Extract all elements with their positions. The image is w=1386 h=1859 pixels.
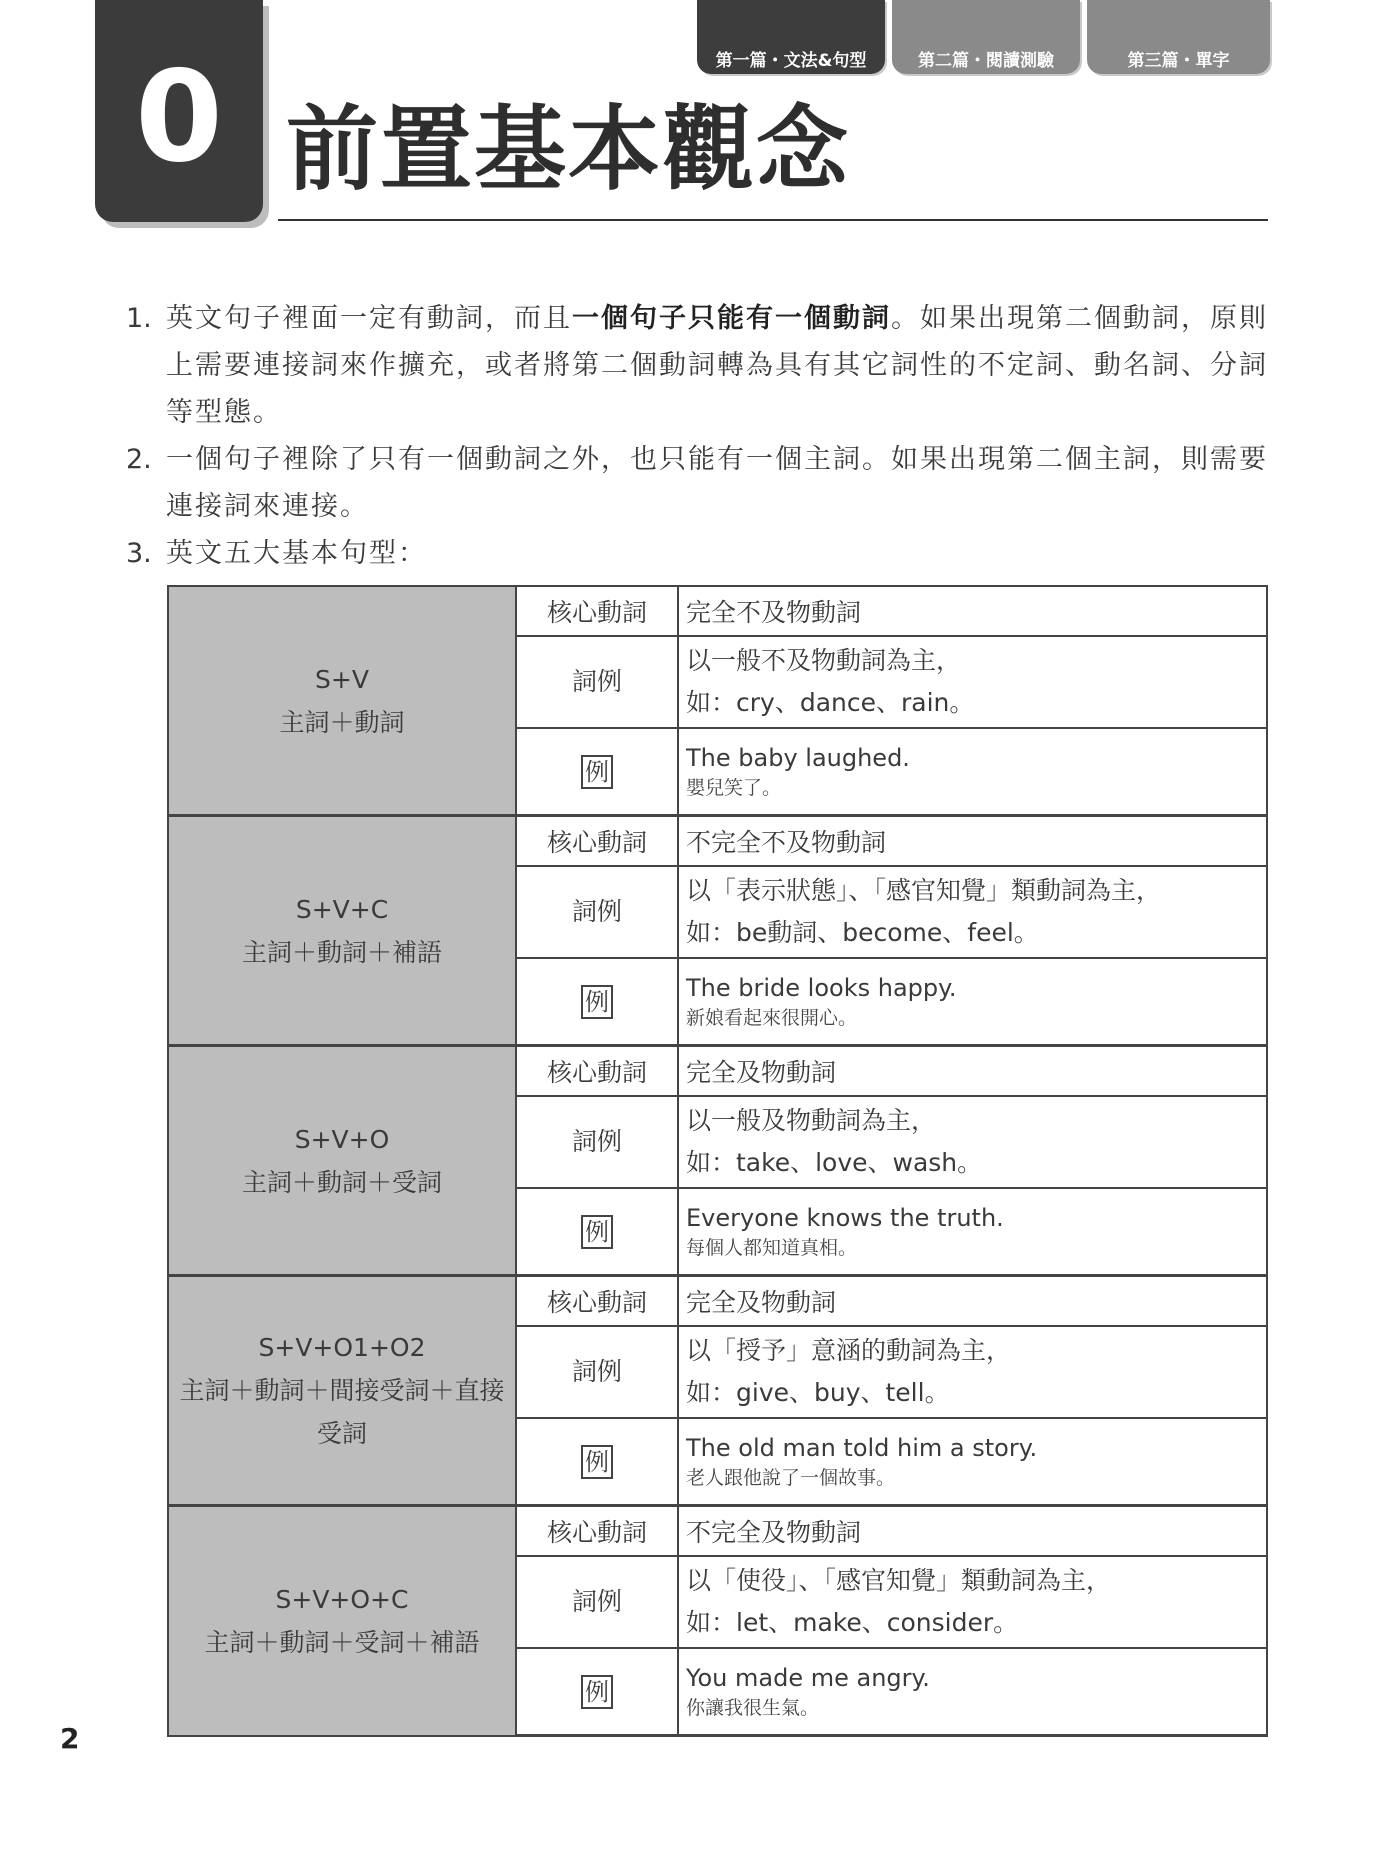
word-example-label: 詞例 — [516, 636, 678, 728]
word-example-label: 詞例 — [516, 866, 678, 958]
sample-label-cell — [516, 1188, 678, 1276]
sample-label-cell — [516, 1648, 678, 1736]
word-example-line: 以一般不及物動詞為主， — [686, 646, 962, 675]
page-title: 前置基本觀念 — [286, 96, 851, 203]
word-example-value — [678, 1096, 1267, 1188]
word-example-line: 以「使役」、「感官知覺」類動詞為主， — [686, 1566, 1112, 1595]
table-row — [168, 816, 1267, 867]
core-verb-label: 核心動詞 — [516, 816, 678, 867]
table-row — [168, 1046, 1267, 1097]
sample-sentence-zh: 你讓我很生氣。 — [686, 1696, 820, 1719]
sample-sentence-zh: 新娘看起來很開心。 — [686, 1006, 858, 1029]
list-number: 3. — [126, 538, 152, 569]
pattern-formula-zh: 主詞＋動詞＋受詞 — [241, 1167, 442, 1197]
word-example-line: 如：let、make、consider。 — [686, 1608, 1019, 1637]
list-item — [126, 436, 1274, 530]
word-example-line: 如：take、love、wash。 — [686, 1148, 983, 1177]
sample-label: 例 — [581, 985, 613, 1019]
table-row — [168, 1276, 1267, 1327]
pattern-cell — [168, 1506, 516, 1736]
concept-list — [126, 295, 1274, 577]
list-text: 英文五大基本句型： — [166, 538, 427, 569]
word-example-line: 如：be動詞、become、feel。 — [686, 918, 1039, 947]
core-verb-value: 不完全不及物動詞 — [678, 816, 1267, 867]
word-example-value — [678, 866, 1267, 958]
sample-sentence — [678, 1188, 1267, 1276]
pattern-formula: S+V+O+C — [275, 1584, 409, 1614]
sample-sentence — [678, 728, 1267, 816]
tab-grammar[interactable]: 第一篇・文法&句型 — [697, 0, 885, 74]
core-verb-label: 核心動詞 — [516, 586, 678, 636]
emphasis-text: 一個句子只能有一個動詞 — [572, 303, 891, 334]
pattern-formula: S+V — [315, 664, 369, 694]
core-verb-value: 不完全及物動詞 — [678, 1506, 1267, 1557]
sample-label: 例 — [581, 1445, 613, 1479]
sample-sentence — [678, 1418, 1267, 1506]
word-example-line: 如：cry、dance、rain。 — [686, 688, 975, 717]
list-number: 1. — [126, 303, 152, 334]
core-verb-value: 完全及物動詞 — [678, 1276, 1267, 1327]
sample-sentence-en: Everyone knows the truth. — [686, 1203, 1004, 1232]
word-example-value — [678, 636, 1267, 728]
core-verb-label: 核心動詞 — [516, 1506, 678, 1557]
word-example-line: 以「表示狀態」、「感官知覺」類動詞為主， — [686, 876, 1162, 905]
core-verb-label: 核心動詞 — [516, 1046, 678, 1097]
sample-label-cell — [516, 728, 678, 816]
sample-sentence — [678, 1648, 1267, 1736]
pattern-cell — [168, 586, 516, 816]
chapter-number: 0 — [135, 43, 223, 190]
word-example-line: 如：give、buy、tell。 — [686, 1378, 950, 1407]
pattern-formula: S+V+O1+O2 — [258, 1333, 426, 1362]
section-tabs — [697, 0, 1270, 74]
sample-label: 例 — [581, 1215, 613, 1249]
chapter-number-badge — [95, 0, 263, 222]
sample-label: 例 — [581, 1675, 613, 1709]
sample-sentence — [678, 958, 1267, 1046]
word-example-line: 以「授予」意涵的動詞為主， — [686, 1336, 1012, 1365]
list-number: 2. — [126, 444, 152, 475]
list-text: 一個句子裡除了只有一個動詞之外，也只能有一個主詞。如果出現第二個主詞，則需要連接詞來連接。 — [166, 444, 1268, 522]
sample-label-cell — [516, 1418, 678, 1506]
word-example-label: 詞例 — [516, 1326, 678, 1418]
tab-vocabulary[interactable]: 第三篇・單字 — [1087, 0, 1270, 74]
pattern-formula: S+V+O — [294, 1124, 390, 1154]
pattern-formula-zh: 主詞＋動詞＋補語 — [241, 937, 442, 967]
core-verb-value: 完全及物動詞 — [678, 1046, 1267, 1097]
table-row — [168, 1506, 1267, 1557]
sample-sentence-en: The bride looks happy. — [686, 973, 957, 1002]
pattern-cell — [168, 1276, 516, 1506]
list-item — [126, 295, 1274, 436]
sample-label-cell — [516, 958, 678, 1046]
pattern-formula-zh: 主詞＋動詞＋間接受詞＋直接受詞 — [179, 1376, 505, 1448]
pattern-cell — [168, 1046, 516, 1276]
list-item — [126, 530, 1274, 577]
pattern-cell — [168, 816, 516, 1046]
word-example-label: 詞例 — [516, 1096, 678, 1188]
pattern-formula-zh: 主詞＋動詞 — [279, 707, 405, 737]
list-text: 英文句子裡面一定有動詞，而且一個句子只能有一個動詞。如果出現第二個動詞，原則上需要連接詞來作擴充，或者將第二個動詞轉為具有其它詞性的不定詞、動名詞、分詞等型態。 — [166, 303, 1268, 428]
word-example-line: 以一般及物動詞為主， — [686, 1106, 937, 1135]
core-verb-label: 核心動詞 — [516, 1276, 678, 1327]
title-divider — [278, 219, 1268, 221]
table-row — [168, 586, 1267, 636]
word-example-value — [678, 1326, 1267, 1418]
sample-sentence-zh: 嬰兒笑了。 — [686, 776, 782, 799]
pattern-formula-zh: 主詞＋動詞＋受詞＋補語 — [204, 1627, 480, 1657]
sample-label: 例 — [581, 755, 613, 789]
sample-sentence-zh: 每個人都知道真相。 — [686, 1236, 858, 1259]
core-verb-value: 完全不及物動詞 — [678, 586, 1267, 636]
sample-sentence-en: The baby laughed. — [686, 743, 910, 772]
page-number: 2 — [60, 1722, 80, 1755]
sample-sentence-en: The old man told him a story. — [686, 1433, 1038, 1462]
sentence-pattern-table — [167, 585, 1268, 1737]
pattern-formula: S+V+C — [295, 894, 389, 924]
tab-reading[interactable]: 第二篇・閱讀測驗 — [892, 0, 1080, 74]
word-example-label: 詞例 — [516, 1556, 678, 1648]
sample-sentence-zh: 老人跟他說了一個故事。 — [686, 1466, 896, 1489]
word-example-value — [678, 1556, 1267, 1648]
sample-sentence-en: You made me angry. — [686, 1663, 930, 1692]
